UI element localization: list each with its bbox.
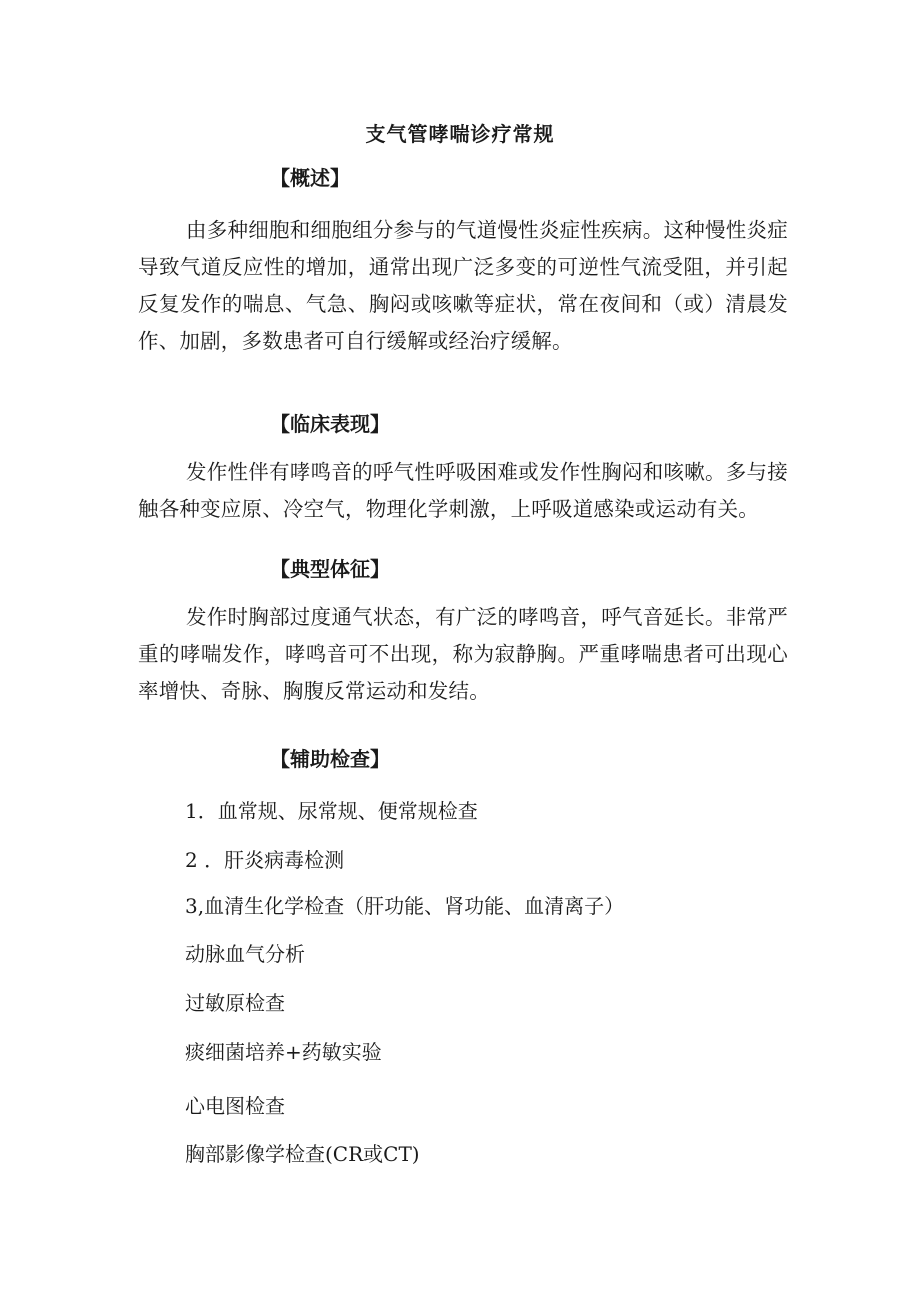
exam-item: 过敏原检查 — [185, 991, 285, 1015]
paragraph-clinical: 发作性伴有哮鸣音的呼气性呼吸困难或发作性胸闷和咳嗽。多与接触各种变应原、冷空气，物理化学刺激，上呼吸道感染或运动有关。 — [138, 460, 788, 521]
exam-item: 3,血清生化学检查（肝功能、肾功能、血清离子） — [185, 894, 625, 918]
heading-exams: 【辅助检查】 — [270, 747, 390, 771]
exam-item: 痰细菌培养+药敏实验 — [185, 1040, 382, 1064]
exam-item: 胸部影像学检查(CR或CT) — [185, 1142, 420, 1166]
heading-overview: 【概述】 — [270, 166, 350, 190]
exam-item: 动脉血气分析 — [185, 942, 305, 966]
heading-clinical: 【临床表现】 — [270, 412, 390, 436]
exam-item: 心电图检查 — [185, 1094, 285, 1118]
paragraph-overview: 由多种细胞和细胞组分参与的气道慢性炎症性疾病。这种慢性炎症导致气道反应性的增加，通常出现广泛多变的可逆性气流受阻，并引起反复发作的喘息、气急、胸闷或咳嗽等症状，常在夜间和（或）清晨发作、加剧，多数患者可自行缓解或经治疗缓解。 — [138, 218, 788, 353]
exam-item: 2 ．肝炎病毒检测 — [185, 848, 345, 872]
heading-signs: 【典型体征】 — [270, 557, 390, 581]
exam-item: 1．血常规、尿常规、便常规检查 — [185, 799, 478, 823]
paragraph-signs: 发作时胸部过度通气状态，有广泛的哮鸣音，呼气音延长。非常严重的哮喘发作，哮鸣音可不出现，称为寂静胸。严重哮喘患者可出现心率增快、奇脉、胸腹反常运动和发结。 — [138, 605, 788, 703]
document-title: 支气管哮喘诊疗常规 — [365, 122, 555, 146]
